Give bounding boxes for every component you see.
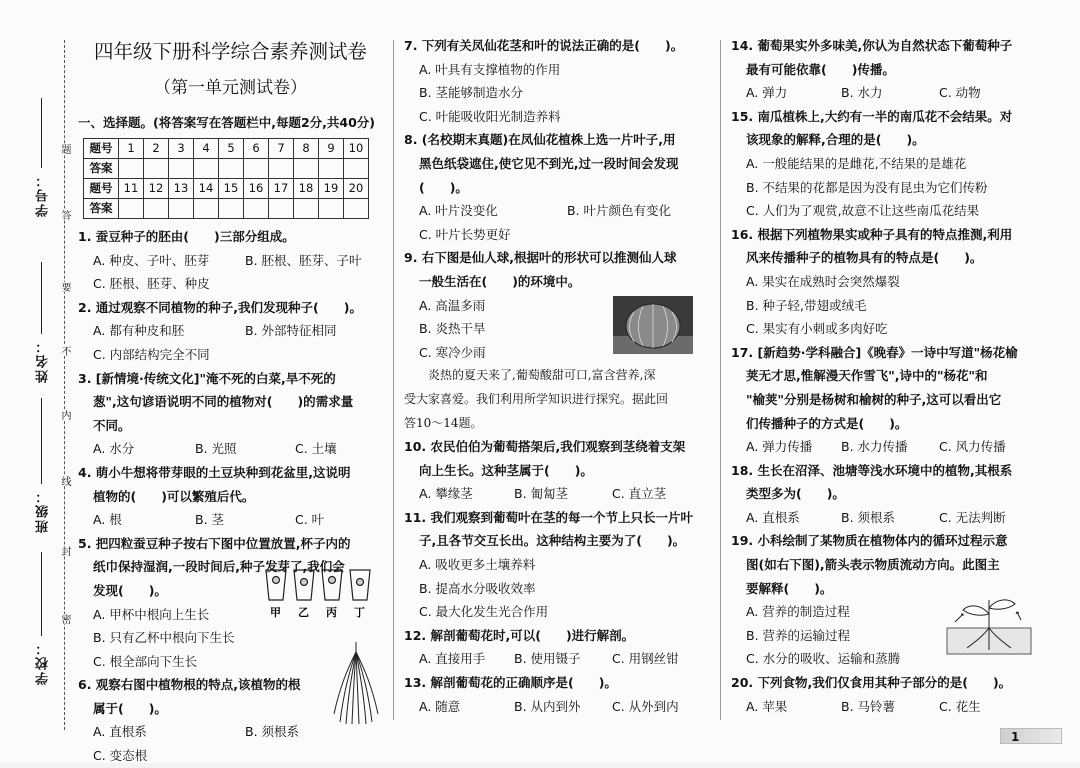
option-row [404,482,714,506]
option-c[interactable]: C. 叶 [295,512,325,528]
question-text: 该现象的解释,合理的是( )。 [746,132,925,148]
option-row [731,506,1037,530]
answer-table [83,138,369,219]
answer-cell[interactable] [194,159,219,179]
question-text: 5. 把四粒蚕豆种子按右下图中位置放置,杯子内的 [78,535,351,551]
question-number-cell: 14 [194,179,219,199]
question-text: 子,且各节交互长出。这种结构主要为了( )。 [419,533,686,549]
question-text: 20. 下列食物,我们仅食用其种子部分的是( )。 [731,675,1012,691]
answer-cell[interactable] [319,159,344,179]
option-b[interactable]: B. 水力 [841,85,883,101]
four-cups-illustration [258,566,378,618]
option-a[interactable]: A. 高温多雨 [419,297,486,313]
option-c[interactable]: C. 果实有小刺或多肉好吃 [746,321,888,337]
table-row [84,179,369,199]
option-c[interactable]: C. 寒冷少雨 [419,344,486,360]
question-13 [404,671,714,718]
answer-cell[interactable] [269,199,294,219]
option-c[interactable]: C. 根全部向下生长 [93,653,198,669]
question-text: 一般生活在( )的环境中。 [419,273,581,289]
question-text: 要解释( )。 [746,580,833,596]
question-number-cell: 13 [169,179,194,199]
class-label: 班级： [36,488,51,533]
option-b[interactable]: B. 胚根、胚芽、子叶 [245,252,362,268]
option-b[interactable]: B. 须根系 [245,724,300,740]
column-3 [731,34,1037,718]
option-b[interactable]: B. 茎 [195,512,225,528]
question-number-cell: 2 [144,139,169,159]
answer-cell[interactable] [144,159,169,179]
question-text: 9. 右下图是仙人球,根据叶的形状可以推测仙人球 [404,250,677,266]
option-b[interactable]: B. 外部特征相同 [245,323,337,339]
option-a[interactable]: A. 营养的制造过程 [746,604,850,620]
option-b[interactable]: B. 马铃薯 [841,698,896,714]
question-text: 1. 蚕豆种子的胚由( )三部分组成。 [78,229,295,244]
option-b[interactable]: B. 只有乙杯中根向下生长 [93,630,235,646]
answer-cell[interactable] [344,159,369,179]
column-divider [720,40,721,720]
cup-label: 丙 [326,606,337,618]
option-row [404,647,714,671]
question-7 [404,34,714,128]
option-row [731,695,1037,719]
question-text: 不同。 [93,417,131,433]
question-text: ( )。 [419,179,468,195]
cactus-photo [613,296,693,354]
option-a[interactable]: A. 吸收更多土壤养料 [419,557,536,573]
option-b[interactable]: B. 须根系 [841,509,896,525]
reading-passage [404,364,714,435]
question-12 [404,624,714,671]
question-text: 黑色纸袋遮住,使它见不到光,过一段时间会发现 [419,155,679,171]
question-number-cell: 19 [319,179,344,199]
option-c[interactable]: C. 直立茎 [612,486,667,502]
page-title: 四年级下册科学综合素养测试卷 [93,40,367,63]
option-b[interactable]: B. 种子轻,带翅或绒毛 [746,297,867,313]
name-line [41,262,42,334]
option-b[interactable]: B. 茎能够制造水分 [419,85,524,101]
question-text: 属于( )。 [93,700,167,716]
option-c[interactable]: C. 叶片长势更好 [419,226,511,242]
question-number-cell: 7 [269,139,294,159]
answer-cell[interactable] [169,159,194,179]
question-text: 10. 农民伯伯为葡萄搭架后,我们观察到茎绕着支架 [404,439,686,455]
option-row [731,81,1037,105]
question-number-cell: 10 [344,139,369,159]
plant-cycle-diagram [945,592,1033,656]
question-text: 14. 葡萄果实外多味美,你认为自然状态下葡萄种子 [731,38,1013,53]
option-c[interactable]: C. 花生 [939,698,981,714]
seal-char: 答 [59,210,70,220]
question-number-cell: 17 [269,179,294,199]
question-number-cell: 4 [194,139,219,159]
question-number-cell: 3 [169,139,194,159]
question-14 [731,34,1037,105]
question-text: 17. [新趋势·学科融合]《晚春》一诗中写道"杨花榆 [731,344,1018,360]
option-a[interactable]: A. 种皮、子叶、胚芽 [93,252,210,268]
question-20 [731,671,1037,718]
option-row [78,319,383,343]
option-a[interactable]: A. 直根系 [93,724,147,740]
option-c[interactable]: C. 内部结构完全不同 [93,346,210,362]
question-number-cell: 18 [294,179,319,199]
question-text: 12. 解剖葡萄花时,可以( )进行解剖。 [404,627,635,643]
question-number-cell: 11 [119,179,144,199]
answer-cell[interactable] [119,159,144,179]
option-b[interactable]: B. 匍匐茎 [514,486,569,502]
answer-cell[interactable] [244,159,269,179]
option-a[interactable]: A. 苹果 [746,698,788,714]
answer-cell[interactable] [219,159,244,179]
option-a[interactable]: A. 直根系 [746,509,800,525]
answer-cell[interactable] [119,199,144,219]
cup-label: 甲 [270,606,281,618]
cup-label: 丁 [354,606,365,618]
answer-cell[interactable] [294,159,319,179]
name-label: 姓名： [36,338,51,383]
question-text: 向上生长。这种茎属于( )。 [419,462,593,478]
question-text: 13. 解剖葡萄花的正确顺序是( )。 [404,675,617,691]
question-text: 6. 观察右图中植物根的特点,该植物的根 [78,677,301,693]
question-2 [78,296,383,367]
option-a[interactable]: A. 一般能结果的是雌花,不结果的是雄花 [746,155,967,171]
option-b[interactable]: B. 不结果的花都是因为没有昆虫为它们传粉 [746,179,988,195]
option-c[interactable]: C. 水分的吸收、运输和蒸腾 [746,651,901,667]
student-number-line [41,98,42,168]
seal-char: 要 [59,282,70,292]
option-a[interactable]: A. 水分 [93,441,135,457]
table-row [84,199,369,219]
fibrous-root-illustration [326,640,386,726]
option-c[interactable]: C. 动物 [939,85,981,101]
option-a[interactable]: A. 弹力传播 [746,439,813,455]
option-a[interactable]: A. 根 [93,512,122,528]
question-text: 19. 小科绘制了某物质在植物体内的循环过程示意 [731,533,1008,549]
option-c[interactable]: C. 无法判断 [939,509,1006,525]
passage-line: 受大家喜爱。我们利用所学知识进行探究。据此回 [404,391,669,406]
option-a[interactable]: A. 甲杯中根向上生长 [93,606,210,622]
page-number: 1 [1000,728,1062,744]
question-text: 18. 生长在沼泽、池塘等浅水环境中的植物,其根系 [731,462,1013,478]
option-c[interactable]: C. 变态根 [93,748,148,764]
answer-cell[interactable] [144,199,169,219]
option-c[interactable]: C. 土壤 [295,441,337,457]
cup-label: 乙 [298,606,309,618]
question-text: 11. 我们观察到葡萄叶在茎的每一个节上只长一片叶 [404,509,693,525]
seal-char: 线 [59,476,70,486]
question-text: 发现( )。 [93,582,167,598]
question-10 [404,435,714,506]
column-divider [393,40,394,720]
answer-cell[interactable] [319,199,344,219]
question-8 [404,128,714,246]
question-4 [78,461,383,532]
question-15 [731,105,1037,223]
column-2 [404,34,714,718]
question-text: 荚无才思,惟解漫天作雪飞",诗中的"杨花"和 [746,368,988,384]
question-text: 15. 南瓜植株上,大约有一半的南瓜花不会结果。对 [731,108,1013,124]
question-number-cell: 1 [119,139,144,159]
binding-margin [0,0,76,763]
table-header-cell: 答案 [84,159,119,179]
option-b[interactable]: B. 叶片颜色有变化 [567,203,672,219]
answer-cell[interactable] [219,199,244,219]
option-b[interactable]: B. 光照 [195,441,237,457]
question-text: 2. 通过观察不同植物的种子,我们发现种子( )。 [78,299,362,315]
column-1 [78,34,383,768]
page-subtitle: （第一单元测试卷） [154,78,307,98]
option-a[interactable]: A. 攀缘茎 [419,486,473,502]
question-text: 植物的( )可以繁殖后代。 [93,488,255,504]
option-b[interactable]: B. 提高水分吸收效率 [419,580,536,596]
option-c[interactable]: C. 从外到内 [612,698,679,714]
option-c[interactable]: C. 最大化发生光合作用 [419,604,549,620]
option-row [731,435,1037,459]
table-header-cell: 题号 [84,179,119,199]
question-number-cell: 9 [319,139,344,159]
answer-cell[interactable] [194,199,219,219]
option-a[interactable]: A. 叶具有支撑植物的作用 [419,61,561,77]
option-row [78,437,383,461]
seal-char: 题 [59,144,70,154]
question-number-cell: 6 [244,139,269,159]
answer-cell[interactable] [344,199,369,219]
passage-line: 炎热的夏天来了,葡萄酸甜可口,富含营养,深 [428,368,656,383]
table-row [84,139,369,159]
option-a[interactable]: A. 都有种皮和胚 [93,323,185,339]
question-18 [731,459,1037,530]
option-row [78,508,383,532]
question-number-cell: 16 [244,179,269,199]
question-11 [404,506,714,624]
question-text: 葱",这句谚语说明不同的植物对( )的需求量 [93,394,354,410]
question-16 [731,223,1037,341]
question-number-cell: 5 [219,139,244,159]
section-heading: 一、选择题。(将答案写在答题栏中,每题2分,共40分) [78,115,376,130]
table-header-cell: 答案 [84,199,119,219]
question-17 [731,341,1037,459]
question-text: 7. 下列有关凤仙花茎和叶的说法正确的是( )。 [404,38,684,53]
passage-line: 答10～14题。 [404,415,483,430]
option-c[interactable]: C. 用钢丝钳 [612,651,679,667]
answer-cell[interactable] [294,199,319,219]
option-c[interactable]: C. 人们为了观赏,故意不让这些南瓜花结果 [746,203,980,219]
option-a[interactable]: A. 叶片没变化 [419,203,498,219]
question-number-cell: 20 [344,179,369,199]
school-line [41,552,42,636]
option-row [404,695,714,719]
table-row [84,159,369,179]
option-c[interactable]: C. 叶能吸收阳光制造养料 [419,108,561,124]
question-1 [78,225,383,296]
table-header-cell: 题号 [84,139,119,159]
option-a[interactable]: A. 果实在成熟时会突然爆裂 [746,273,900,289]
question-number-cell: 12 [144,179,169,199]
option-b[interactable]: B. 炎热干旱 [419,321,486,337]
option-b[interactable]: B. 从内到外 [514,698,581,714]
question-text: 风来传播种子的植物具有的特点是( )。 [746,250,983,266]
question-text: 们传播种子的方式是( )。 [746,415,908,431]
seal-char: 内 [59,410,70,420]
option-a[interactable]: A. 弹力 [746,85,788,101]
school-label: 学校： [36,640,51,685]
question-text: 4. 萌小牛想将带芽眼的土豆块种到花盆里,这说明 [78,464,351,480]
question-number-cell: 15 [219,179,244,199]
option-c[interactable]: C. 胚根、胚芽、种皮 [93,276,210,292]
option-b[interactable]: B. 营养的运输过程 [746,627,851,643]
question-text: 3. [新情境·传统文化]"淹不死的白菜,旱不死的 [78,370,336,386]
question-text: "榆荚"分别是杨树和榆树的种子,这可以看出它 [746,391,1002,407]
option-a[interactable]: A. 直接用手 [419,651,486,667]
question-text: 16. 根据下列植物果实或种子具有的特点推测,利用 [731,226,1013,242]
question-text: 图(如右下图),箭头表示物质流动方向。此图主 [746,557,1000,573]
option-a[interactable]: A. 随意 [419,698,461,714]
option-row [404,199,714,223]
seal-char: 密 [59,614,70,624]
answer-cell[interactable] [169,199,194,219]
seal-char: 封 [59,546,70,556]
class-line [41,398,42,484]
answer-cell[interactable] [244,199,269,219]
option-row [78,249,383,273]
question-text: 8. (名校期末真题)在凤仙花植株上选一片叶子,用 [404,132,676,148]
question-3 [78,367,383,461]
option-b[interactable]: B. 水力传播 [841,439,908,455]
question-number-cell: 8 [294,139,319,159]
answer-cell[interactable] [269,159,294,179]
option-b[interactable]: B. 使用镊子 [514,651,581,667]
question-text: 类型多为( )。 [746,486,845,502]
option-c[interactable]: C. 风力传播 [939,439,1006,455]
seal-char: 不 [59,346,70,356]
question-text: 纸巾保持湿润,一段时间后,种子发芽了,我们会 [93,559,345,575]
question-text: 最有可能依靠( )传播。 [746,61,895,77]
student-number-label: 学号： [36,172,51,217]
